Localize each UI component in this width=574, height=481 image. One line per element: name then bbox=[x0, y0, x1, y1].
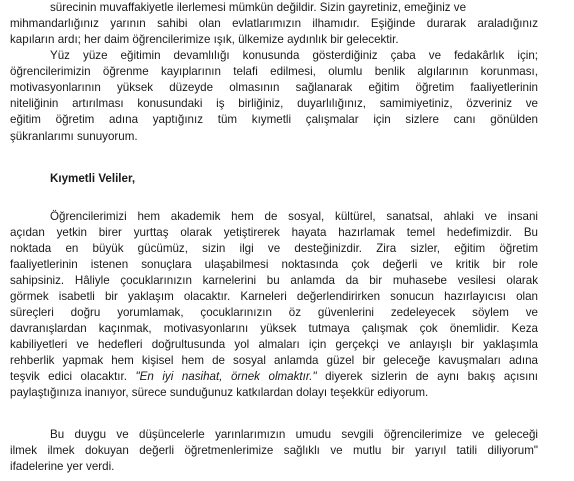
paragraph-4-line-2: ilmek ilmek dokuyan değerli öğretmenlerimize sağlıklı ve mutlu bir yarıyıl tatili diliyorum" bbox=[10, 444, 538, 457]
paragraph-1-line-2: mihmandarlığınız yarının sahibi olan evlatlarımızın ilhamıdır. Eşiğinde durarak araladığınız bbox=[10, 17, 538, 30]
paragraph-3-line-3: noktada en büyük gücümüz, sizin ilgi ve desteğinizdir. Zira sizler, eğitim öğretim bbox=[10, 242, 538, 255]
paragraph-4-line-1: Bu duygu ve düşüncelerle yarınlarımızın umudu sevgili öğrencilerimize ve geleceği bbox=[50, 428, 538, 441]
paragraph-3-line-9: kabiliyetleri ve hedefleri doğrultusunda yol almaları için gerçekçi ve anlayışlı bir yaklaşımla bbox=[10, 338, 538, 351]
paragraph-3-line-12: paylaştığınıza inanıyor, sürece sunduğunuz katkılardan dolayı teşekkür ediyorum. bbox=[10, 386, 429, 399]
paragraph-2-line-1: Yüz yüze eğitimin devamlılığı konusunda gösterdiğiniz çaba ve fedakârlık için; bbox=[50, 49, 538, 62]
paragraph-3-line-8: davranışlardan kaçınmak, motivasyonlarını yüksek tutmaya çalışmak çok önemlidir. Keza bbox=[10, 322, 538, 335]
paragraph-3-line-6: görmek isabetli bir yaklaşım olacaktır. Karneleri değerlendirirken sonucun hazırlayıcısı olan bbox=[10, 290, 538, 303]
paragraph-1-line-1: sürecinin muvaffakiyetle ilerlemesi mümkün değildir. Sizin gayretiniz, emeğiniz ve bbox=[50, 1, 467, 14]
quote: "En iyi nasihat, örnek olmaktır." bbox=[135, 370, 317, 383]
greeting-heading: Kıymetli Veliler, bbox=[50, 172, 136, 185]
paragraph-3-line-7: süreçleri doğru yorumlamak, çocuklarınızın öz güvenlerini zedeleyecek söylem ve bbox=[10, 306, 538, 319]
paragraph-3-line-10: rehberlik yapmak hem kişisel hem de sosyal anlamda güzel bir geleceğe kavuşmaları adına bbox=[10, 354, 538, 367]
line-start: teşvik edici olacaktır. bbox=[10, 370, 127, 383]
paragraph-2-line-4: niteliğinin artırılması konusundaki iş birliğiniz, duyarlılığınız, samimiyetiniz, özveriniz ve bbox=[10, 97, 538, 110]
paragraph-3-line-2: açıdan yetkin birer yurttaş olarak yetiştirerek hayata hazırlamak temel hedefimizdir. Bu bbox=[10, 226, 538, 239]
paragraph-3-line-11 bbox=[10, 370, 538, 384]
paragraph-3-line-1: Öğrencilerimizi hem akademik hem de sosyal, kültürel, sanatsal, ahlaki ve insani bbox=[50, 210, 538, 223]
paragraph-2-line-5: eğitim öğretim adına yaptığınız tüm kıymetli çalışmalar için sizlere canı gönülden bbox=[10, 113, 538, 126]
paragraph-2-line-6: şükranlarımı sunuyorum. bbox=[10, 130, 138, 143]
paragraph-2-line-2: öğrencilerimizin öğrenme kayıplarının telafi edilmesi, olumlu benlik algılarının korunması, bbox=[10, 65, 538, 78]
line-end: diyerek sizlerin de aynı bakış açısını bbox=[316, 370, 538, 383]
paragraph-2-line-3: motivasyonlarının yüksek düzeyde olmasının sağlanarak eğitim öğretim faaliyetlerinin bbox=[10, 81, 538, 94]
paragraph-3-line-5: sahipsiniz. Hâliyle çocuklarınızın karnelerini bu anlamda da bir muhasebe vesilesi olarak bbox=[10, 274, 538, 287]
paragraph-1-line-3: kapıların ardı; her daim öğrencilerimize ışık, ülkemize aydınlık bir gelecektir. bbox=[10, 33, 399, 46]
paragraph-3-line-4: faaliyetlerinin istenen sonuçlara ulaşabilmesi noktasında çok değerli ve kritik bir role bbox=[10, 258, 538, 271]
paragraph-4-line-3: ifadelerine yer verdi. bbox=[10, 460, 115, 473]
